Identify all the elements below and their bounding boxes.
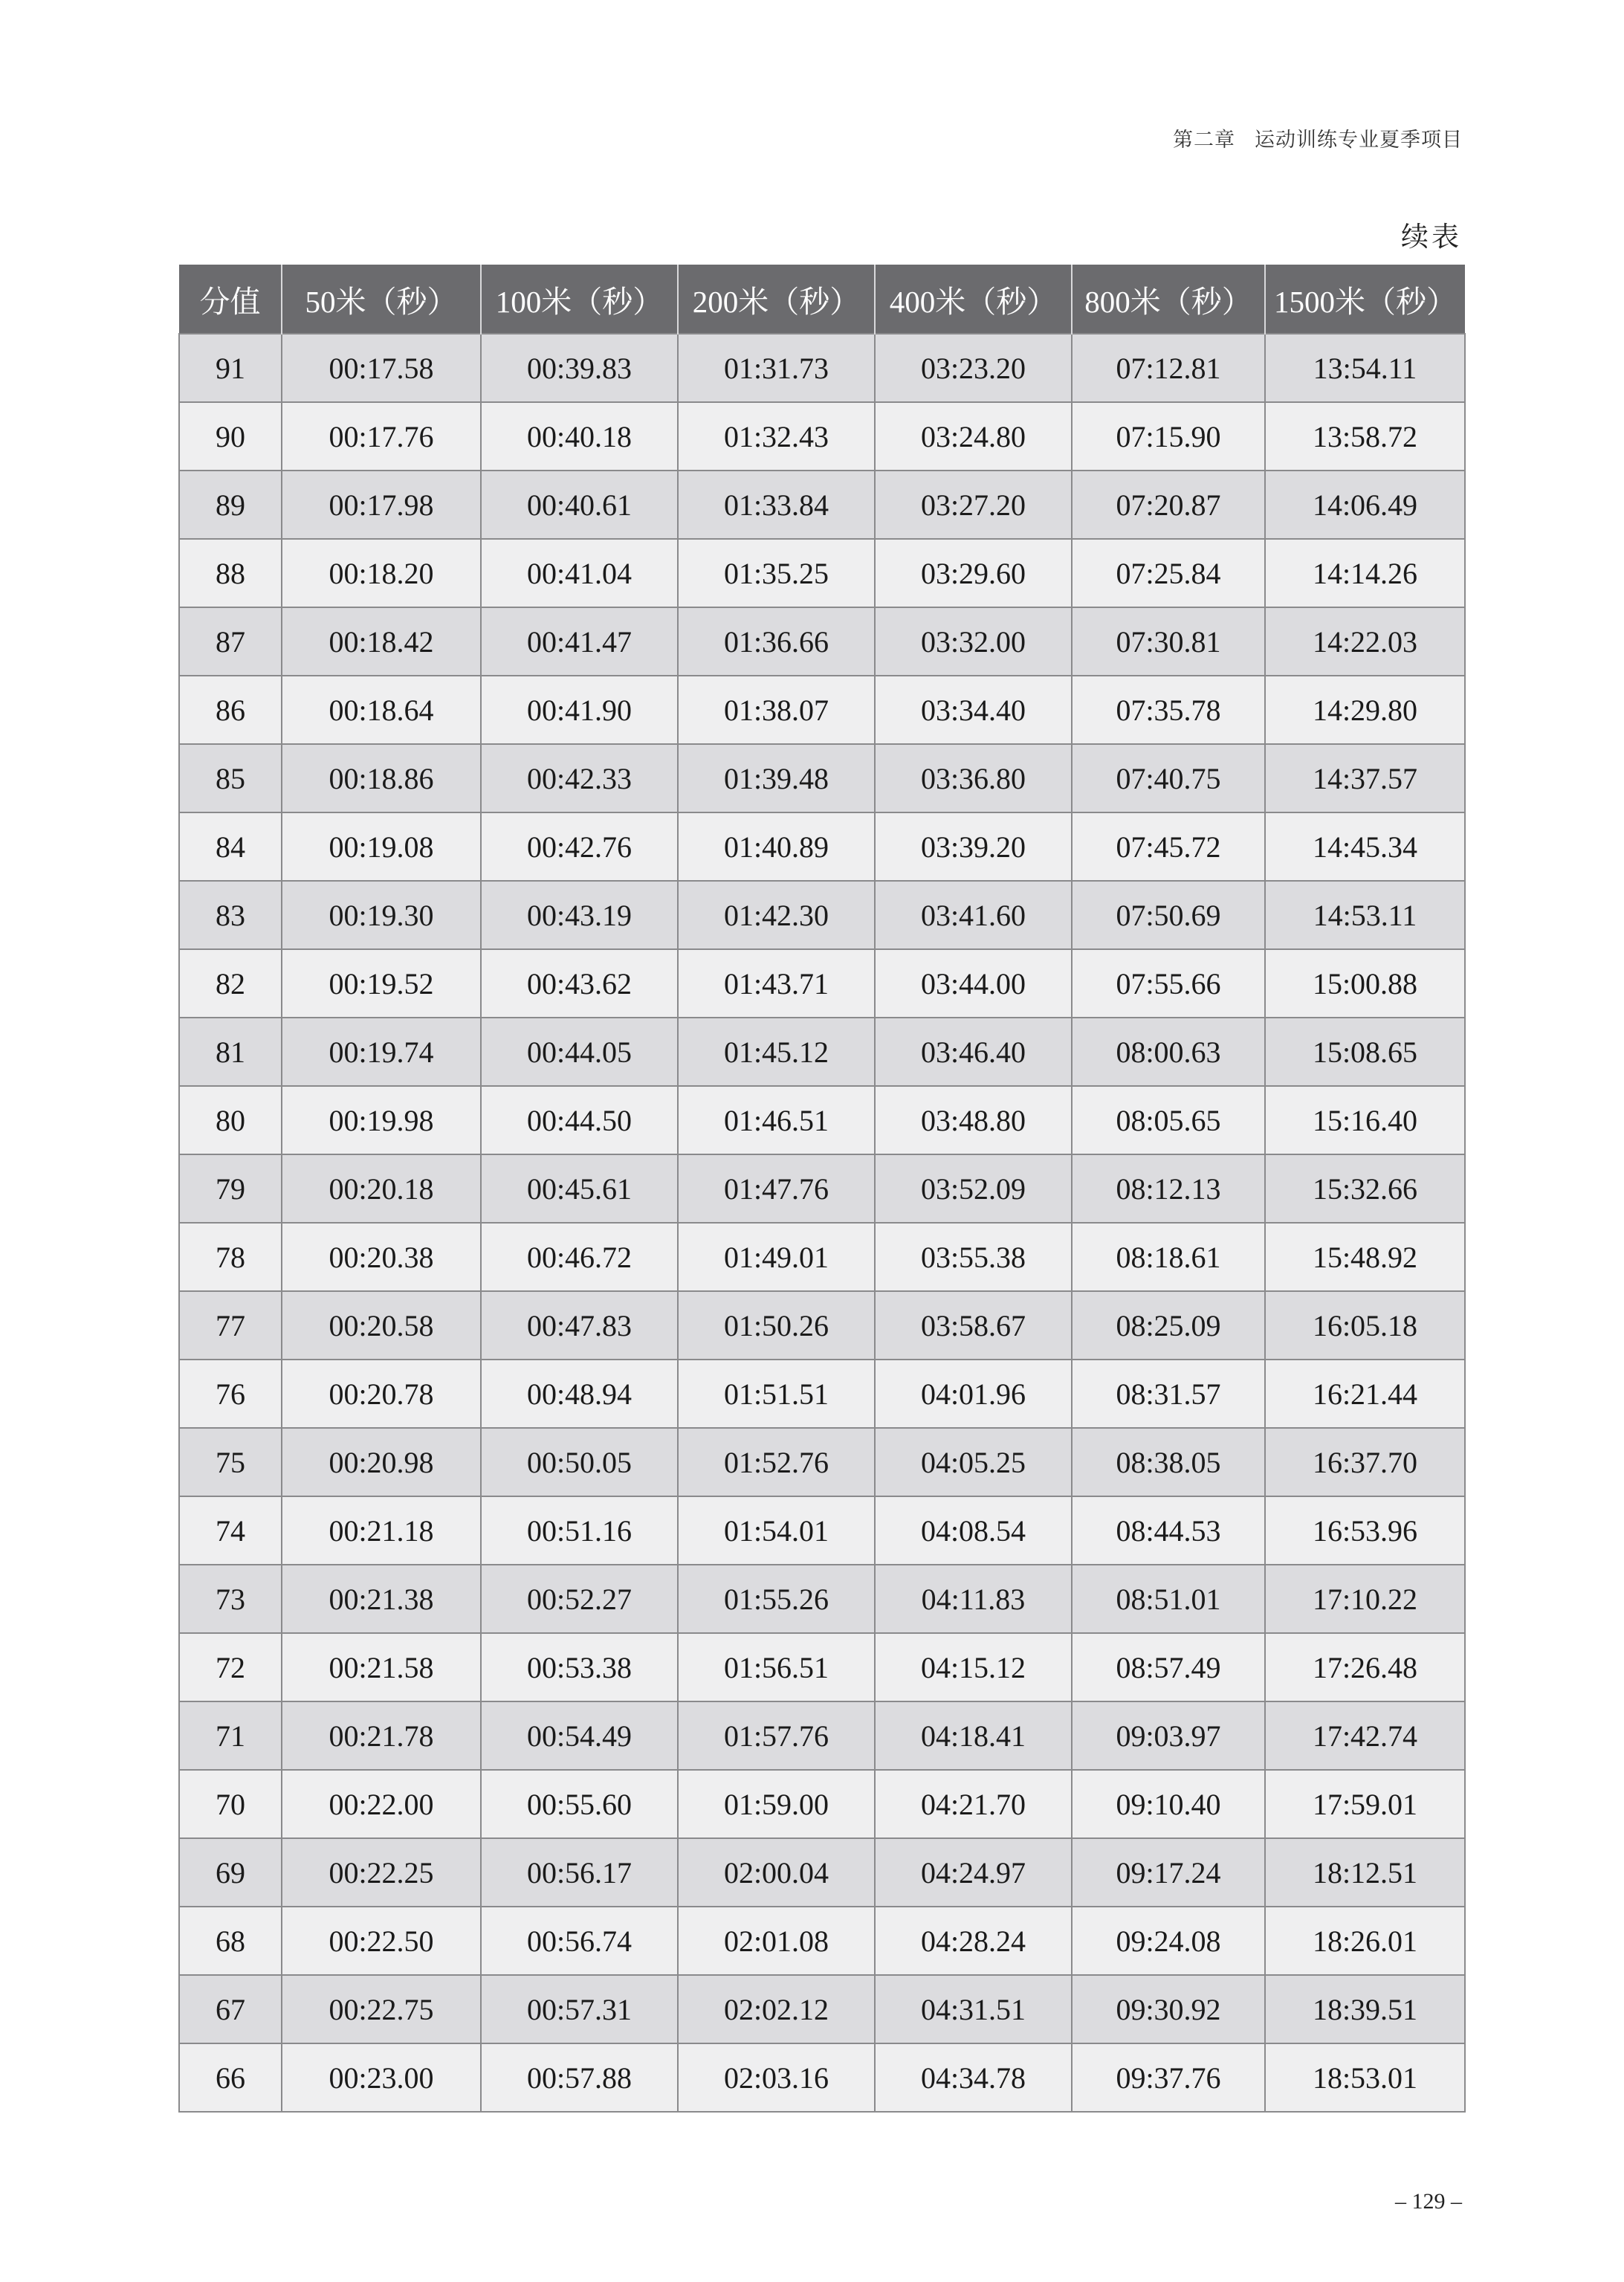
time-cell: 00:44.05 [481,1018,678,1086]
time-cell: 03:24.80 [875,402,1072,471]
time-cell: 18:39.51 [1265,1975,1465,2043]
time-cell: 07:35.78 [1072,676,1265,744]
time-cell: 07:25.84 [1072,539,1265,607]
table-row [179,1770,1465,1838]
table-body [179,334,1465,2112]
time-cell: 00:20.98 [282,1428,481,1496]
time-cell: 01:33.84 [678,471,875,539]
time-cell: 01:49.01 [678,1223,875,1291]
score-cell: 90 [179,402,282,471]
time-cell: 00:56.74 [481,1907,678,1975]
running-head [1173,123,1463,152]
time-cell: 04:15.12 [875,1633,1072,1701]
time-cell: 07:30.81 [1072,607,1265,676]
time-cell: 14:06.49 [1265,471,1465,539]
time-cell: 00:42.33 [481,744,678,812]
time-cell: 00:19.52 [282,949,481,1018]
time-cell: 14:29.80 [1265,676,1465,744]
time-cell: 00:43.19 [481,881,678,949]
time-cell: 08:05.65 [1072,1086,1265,1154]
time-cell: 09:30.92 [1072,1975,1265,2043]
time-cell: 00:18.20 [282,539,481,607]
table-row [179,1975,1465,2043]
score-cell: 67 [179,1975,282,2043]
time-cell: 17:10.22 [1265,1565,1465,1633]
time-cell: 00:21.58 [282,1633,481,1701]
time-cell: 04:01.96 [875,1360,1072,1428]
table-row [179,471,1465,539]
time-cell: 00:54.49 [481,1701,678,1770]
time-cell: 00:45.61 [481,1154,678,1223]
time-cell: 00:56.17 [481,1838,678,1907]
time-cell: 01:51.51 [678,1360,875,1428]
time-cell: 00:47.83 [481,1291,678,1360]
table-row [179,607,1465,676]
time-cell: 03:46.40 [875,1018,1072,1086]
score-cell: 85 [179,744,282,812]
table-row [179,1565,1465,1633]
time-cell: 08:31.57 [1072,1360,1265,1428]
time-cell: 08:44.53 [1072,1496,1265,1565]
table-row [179,881,1465,949]
time-cell: 03:34.40 [875,676,1072,744]
score-cell: 79 [179,1154,282,1223]
table-row [179,1223,1465,1291]
score-cell: 81 [179,1018,282,1086]
time-cell: 01:40.89 [678,812,875,881]
table-row [179,1018,1465,1086]
time-cell: 07:45.72 [1072,812,1265,881]
time-cell: 03:41.60 [875,881,1072,949]
time-cell: 01:31.73 [678,334,875,402]
table-row [179,1633,1465,1701]
time-cell: 00:18.86 [282,744,481,812]
time-cell: 08:38.05 [1072,1428,1265,1496]
time-cell: 09:37.76 [1072,2043,1265,2112]
time-cell: 00:17.58 [282,334,481,402]
time-cell: 15:32.66 [1265,1154,1465,1223]
time-cell: 08:25.09 [1072,1291,1265,1360]
time-cell: 02:03.16 [678,2043,875,2112]
score-cell: 69 [179,1838,282,1907]
score-cell: 87 [179,607,282,676]
column-header: 100米（秒） [481,265,678,334]
time-cell: 14:37.57 [1265,744,1465,812]
time-cell: 00:43.62 [481,949,678,1018]
time-cell: 00:52.27 [481,1565,678,1633]
time-cell: 03:39.20 [875,812,1072,881]
time-cell: 00:53.38 [481,1633,678,1701]
score-cell: 83 [179,881,282,949]
table-row [179,1496,1465,1565]
time-cell: 01:59.00 [678,1770,875,1838]
time-cell: 00:19.98 [282,1086,481,1154]
time-cell: 09:10.40 [1072,1770,1265,1838]
time-cell: 01:38.07 [678,676,875,744]
score-cell: 72 [179,1633,282,1701]
time-cell: 00:57.31 [481,1975,678,2043]
time-cell: 01:42.30 [678,881,875,949]
table-row [179,1428,1465,1496]
time-cell: 00:22.00 [282,1770,481,1838]
time-cell: 00:46.72 [481,1223,678,1291]
time-cell: 09:03.97 [1072,1701,1265,1770]
time-cell: 00:39.83 [481,334,678,402]
time-cell: 14:14.26 [1265,539,1465,607]
score-cell: 71 [179,1701,282,1770]
time-cell: 07:12.81 [1072,334,1265,402]
time-cell: 00:18.42 [282,607,481,676]
score-table [178,265,1466,2113]
time-cell: 17:59.01 [1265,1770,1465,1838]
time-cell: 01:57.76 [678,1701,875,1770]
time-cell: 16:37.70 [1265,1428,1465,1496]
time-cell: 09:24.08 [1072,1907,1265,1975]
time-cell: 01:55.26 [678,1565,875,1633]
time-cell: 00:19.74 [282,1018,481,1086]
time-cell: 03:52.09 [875,1154,1072,1223]
table-row [179,1907,1465,1975]
time-cell: 08:51.01 [1072,1565,1265,1633]
column-header: 800米（秒） [1072,265,1265,334]
time-cell: 07:50.69 [1072,881,1265,949]
table-row [179,1701,1465,1770]
time-cell: 03:44.00 [875,949,1072,1018]
time-cell: 08:57.49 [1072,1633,1265,1701]
table-header-row [179,265,1465,334]
time-cell: 00:23.00 [282,2043,481,2112]
chapter-label: 第二章 [1173,129,1235,151]
time-cell: 01:56.51 [678,1633,875,1701]
time-cell: 00:41.04 [481,539,678,607]
table-row [179,334,1465,402]
time-cell: 00:41.90 [481,676,678,744]
time-cell: 00:20.78 [282,1360,481,1428]
column-header: 200米（秒） [678,265,875,334]
column-header: 50米（秒） [282,265,481,334]
score-cell: 66 [179,2043,282,2112]
time-cell: 16:21.44 [1265,1360,1465,1428]
table-row [179,949,1465,1018]
time-cell: 04:05.25 [875,1428,1072,1496]
score-cell: 91 [179,334,282,402]
time-cell: 00:17.98 [282,471,481,539]
table-row [179,1838,1465,1907]
time-cell: 14:22.03 [1265,607,1465,676]
time-cell: 14:45.34 [1265,812,1465,881]
time-cell: 14:53.11 [1265,881,1465,949]
column-header: 分值 [179,265,282,334]
time-cell: 08:18.61 [1072,1223,1265,1291]
table-row [179,1291,1465,1360]
time-cell: 03:36.80 [875,744,1072,812]
score-cell: 80 [179,1086,282,1154]
table-row [179,1360,1465,1428]
score-cell: 78 [179,1223,282,1291]
time-cell: 15:00.88 [1265,949,1465,1018]
time-cell: 00:40.61 [481,471,678,539]
time-cell: 00:22.75 [282,1975,481,2043]
time-cell: 18:53.01 [1265,2043,1465,2112]
time-cell: 17:26.48 [1265,1633,1465,1701]
time-cell: 00:40.18 [481,402,678,471]
score-cell: 89 [179,471,282,539]
time-cell: 01:39.48 [678,744,875,812]
time-cell: 00:22.25 [282,1838,481,1907]
table-row [179,1154,1465,1223]
time-cell: 01:32.43 [678,402,875,471]
score-cell: 68 [179,1907,282,1975]
column-header: 400米（秒） [875,265,1072,334]
time-cell: 04:34.78 [875,2043,1072,2112]
score-cell: 75 [179,1428,282,1496]
time-cell: 18:12.51 [1265,1838,1465,1907]
time-cell: 03:29.60 [875,539,1072,607]
table-row [179,539,1465,607]
time-cell: 16:53.96 [1265,1496,1465,1565]
time-cell: 00:48.94 [481,1360,678,1428]
table-row [179,676,1465,744]
score-cell: 70 [179,1770,282,1838]
time-cell: 00:50.05 [481,1428,678,1496]
time-cell: 09:17.24 [1072,1838,1265,1907]
time-cell: 00:44.50 [481,1086,678,1154]
time-cell: 13:58.72 [1265,402,1465,471]
time-cell: 07:15.90 [1072,402,1265,471]
time-cell: 16:05.18 [1265,1291,1465,1360]
time-cell: 00:20.38 [282,1223,481,1291]
time-cell: 18:26.01 [1265,1907,1465,1975]
time-cell: 03:48.80 [875,1086,1072,1154]
time-cell: 04:21.70 [875,1770,1072,1838]
chapter-title: 运动训练专业夏季项目 [1255,129,1463,151]
time-cell: 04:31.51 [875,1975,1072,2043]
time-cell: 13:54.11 [1265,334,1465,402]
time-cell: 00:57.88 [481,2043,678,2112]
time-cell: 07:40.75 [1072,744,1265,812]
column-header: 1500米（秒） [1265,265,1465,334]
score-cell: 76 [179,1360,282,1428]
time-cell: 00:18.64 [282,676,481,744]
time-cell: 15:16.40 [1265,1086,1465,1154]
time-cell: 01:45.12 [678,1018,875,1086]
time-cell: 03:58.67 [875,1291,1072,1360]
score-cell: 86 [179,676,282,744]
page-number: – 129 – [1395,2189,1462,2214]
time-cell: 01:50.26 [678,1291,875,1360]
table-row [179,2043,1465,2112]
time-cell: 01:46.51 [678,1086,875,1154]
time-cell: 00:21.38 [282,1565,481,1633]
time-cell: 03:32.00 [875,607,1072,676]
time-cell: 08:00.63 [1072,1018,1265,1086]
score-cell: 73 [179,1565,282,1633]
time-cell: 00:20.18 [282,1154,481,1223]
time-cell: 00:22.50 [282,1907,481,1975]
time-cell: 04:24.97 [875,1838,1072,1907]
time-cell: 00:41.47 [481,607,678,676]
time-cell: 00:19.30 [282,881,481,949]
time-cell: 07:20.87 [1072,471,1265,539]
time-cell: 00:21.78 [282,1701,481,1770]
time-cell: 15:48.92 [1265,1223,1465,1291]
score-cell: 88 [179,539,282,607]
score-cell: 74 [179,1496,282,1565]
time-cell: 00:19.08 [282,812,481,881]
time-cell: 00:21.18 [282,1496,481,1565]
time-cell: 03:23.20 [875,334,1072,402]
table-row [179,1086,1465,1154]
time-cell: 00:55.60 [481,1770,678,1838]
time-cell: 07:55.66 [1072,949,1265,1018]
time-cell: 01:47.76 [678,1154,875,1223]
time-cell: 02:02.12 [678,1975,875,2043]
score-cell: 84 [179,812,282,881]
table-row [179,744,1465,812]
time-cell: 02:01.08 [678,1907,875,1975]
time-cell: 01:54.01 [678,1496,875,1565]
time-cell: 01:52.76 [678,1428,875,1496]
table-row [179,402,1465,471]
time-cell: 08:12.13 [1072,1154,1265,1223]
time-cell: 17:42.74 [1265,1701,1465,1770]
time-cell: 04:08.54 [875,1496,1072,1565]
time-cell: 04:11.83 [875,1565,1072,1633]
score-cell: 77 [179,1291,282,1360]
time-cell: 04:28.24 [875,1907,1072,1975]
time-cell: 03:27.20 [875,471,1072,539]
time-cell: 00:17.76 [282,402,481,471]
time-cell: 01:36.66 [678,607,875,676]
time-cell: 02:00.04 [678,1838,875,1907]
time-cell: 00:51.16 [481,1496,678,1565]
time-cell: 04:18.41 [875,1701,1072,1770]
time-cell: 15:08.65 [1265,1018,1465,1086]
time-cell: 01:43.71 [678,949,875,1018]
time-cell: 01:35.25 [678,539,875,607]
time-cell: 03:55.38 [875,1223,1072,1291]
time-cell: 00:42.76 [481,812,678,881]
table-row [179,812,1465,881]
continued-table-label: 续表 [1401,222,1462,253]
time-cell: 00:20.58 [282,1291,481,1360]
score-cell: 82 [179,949,282,1018]
